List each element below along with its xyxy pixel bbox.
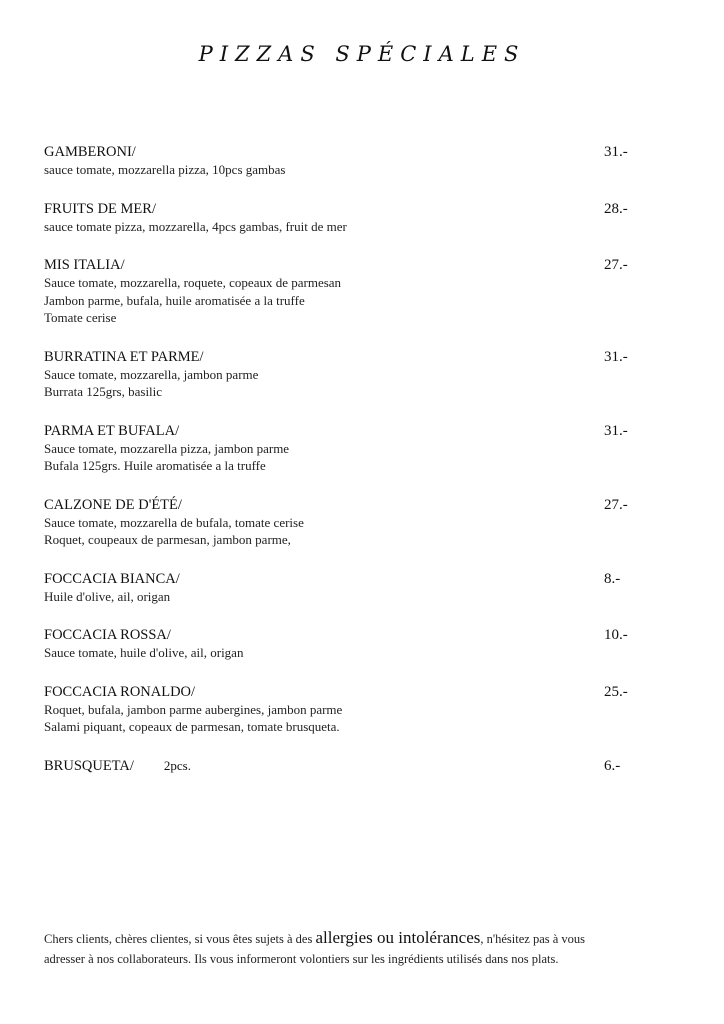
- item-desc-line: Bufala 125grs. Huile aromatisée a la truffe: [44, 458, 266, 473]
- item-name: PARMA ET BUFALA/: [44, 422, 180, 439]
- item-price: 31.-: [604, 422, 628, 439]
- item-name: FOCCACIA BIANCA/: [44, 570, 180, 587]
- item-price: 31.-: [604, 348, 628, 365]
- item-price: 10.-: [604, 627, 628, 643]
- notice-text: , n'hésitez pas à vous: [480, 932, 586, 946]
- item-quantity: 2pcs.: [163, 757, 191, 773]
- page-title: PIZZAS SPÉCIALES: [198, 42, 526, 66]
- item-name: BURRATINA ET PARME/: [44, 348, 204, 365]
- menu-item: [44, 757, 644, 775]
- item-name-row: [44, 757, 644, 775]
- notice-text: Chers clients, chères clientes, si vous êtes sujets à des: [44, 932, 316, 946]
- item-price: 31.-: [604, 144, 628, 160]
- item-desc-line: sauce tomate pizza, mozzarella, 4pcs gambas, fruit de mer: [44, 218, 347, 234]
- item-name: FOCCACIA RONALDO/: [44, 683, 196, 700]
- item-desc-line: Roquet, bufala, jambon parme aubergines, jambon parme: [44, 701, 343, 717]
- item-desc-line: Sauce tomate, huile d'olive, ail, origan: [44, 645, 244, 660]
- item-price: 8.-: [604, 570, 621, 587]
- menu-item: [44, 422, 644, 475]
- item-name: FOCCACIA ROSSA/: [44, 627, 171, 643]
- item-desc-line: Roquet, coupeaux de parmesan, jambon parme,: [44, 532, 291, 547]
- item-price: 6.-: [604, 757, 621, 774]
- menu-item: [44, 143, 644, 179]
- item-desc-line: Sauce tomate, mozzarella pizza, jambon parme: [44, 440, 290, 456]
- item-desc-line: sauce tomate, mozzarella pizza, 10pcs gambas: [44, 162, 286, 177]
- menu-item: [44, 200, 644, 236]
- allergy-notice-line: [44, 928, 684, 949]
- item-desc-line: Sauce tomate, mozzarella, roquete, copeaux de parmesan: [44, 275, 342, 290]
- item-desc-line: Jambon parme, bufala, huile aromatisée a la truffe: [44, 292, 305, 308]
- item-desc-line: Burrata 125grs, basilic: [44, 384, 163, 399]
- menu-item: [44, 496, 644, 549]
- item-desc-line: Tomate cerise: [44, 310, 117, 325]
- allergy-notice-line: adresser à nos collaborateurs. Ils vous informeront volontiers sur les ingrédients utilisés dans nos plats.: [44, 952, 559, 966]
- menu-item: [44, 683, 644, 736]
- item-price: 27.-: [604, 257, 628, 273]
- item-name: MIS ITALIA/: [44, 257, 125, 273]
- menu-item: [44, 256, 644, 327]
- item-name: CALZONE DE D'ÉTÉ/: [44, 496, 182, 513]
- allergy-notice: [44, 928, 684, 969]
- menu-item: [44, 348, 644, 401]
- notice-emphasis: allergies ou intolérances: [315, 928, 481, 947]
- item-desc-line: Salami piquant, copeaux de parmesan, tomate brusqueta.: [44, 719, 340, 734]
- item-price: 25.-: [604, 683, 628, 700]
- item-name: BRUSQUETA/: [44, 757, 134, 774]
- item-price: 27.-: [604, 496, 628, 513]
- item-desc-line: Sauce tomate, mozzarella de bufala, tomate cerise: [44, 514, 304, 530]
- item-name: GAMBERONI/: [44, 144, 136, 160]
- item-desc-line: Huile d'olive, ail, origan: [44, 588, 171, 604]
- menu-list: [44, 143, 644, 775]
- item-desc-line: Sauce tomate, mozzarella, jambon parme: [44, 366, 259, 382]
- item-name: FRUITS DE MER/: [44, 200, 156, 217]
- menu-item: [44, 626, 644, 662]
- item-price: 28.-: [604, 200, 628, 217]
- menu-item: [44, 570, 644, 606]
